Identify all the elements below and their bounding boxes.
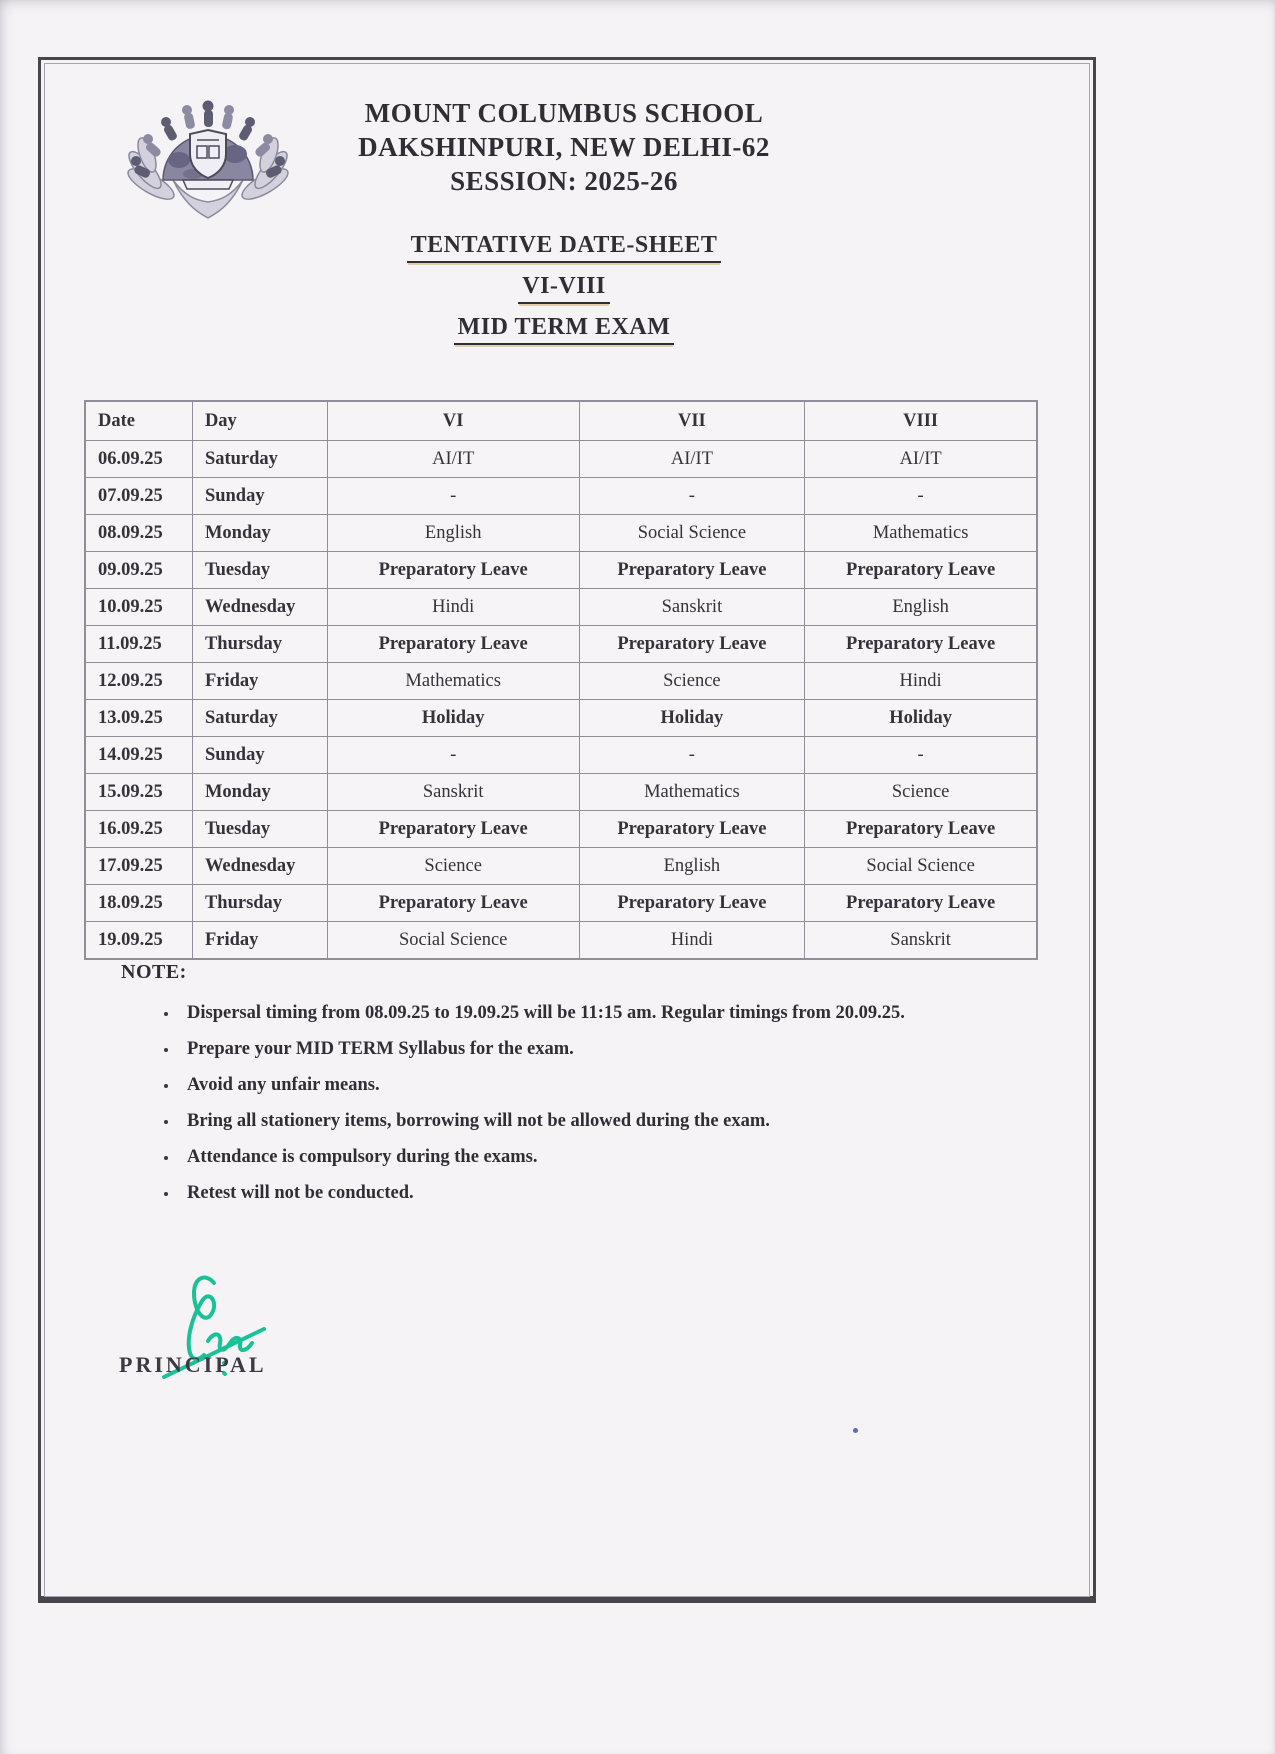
header-row (86, 402, 1037, 441)
class-viii-cell: - (805, 478, 1037, 515)
date-cell: 09.09.25 (86, 552, 193, 589)
table-row (86, 589, 1037, 626)
date-cell: 19.09.25 (86, 922, 193, 959)
class-vi-cell: - (327, 737, 579, 774)
date-cell: 06.09.25 (86, 441, 193, 478)
school-header (41, 96, 1087, 198)
day-cell: Saturday (192, 441, 327, 478)
day-cell: Wednesday (192, 589, 327, 626)
class-vi-cell: Mathematics (327, 663, 579, 700)
date-cell: 14.09.25 (86, 737, 193, 774)
day-cell: Sunday (192, 737, 327, 774)
table-row (86, 441, 1037, 478)
table-row (86, 700, 1037, 737)
date-cell: 11.09.25 (86, 626, 193, 663)
note-item: • Dispersal timing from 08.09.25 to 19.09.25 will be 11:15 am. Regular timings from 20.09.25. (179, 998, 1001, 1028)
class-viii-cell: Science (805, 774, 1037, 811)
table-row (86, 478, 1037, 515)
class-vi-cell: Preparatory Leave (327, 811, 579, 848)
day-cell: Thursday (192, 885, 327, 922)
column-header-viii: VIII (805, 402, 1037, 441)
class-vii-cell: Mathematics (579, 774, 805, 811)
class-vii-cell: Preparatory Leave (579, 811, 805, 848)
date-cell: 13.09.25 (86, 700, 193, 737)
class-vi-cell: - (327, 478, 579, 515)
note-heading: NOTE: (121, 961, 187, 983)
class-vii-cell: Preparatory Leave (579, 885, 805, 922)
class-vii-cell: - (579, 478, 805, 515)
date-cell: 08.09.25 (86, 515, 193, 552)
school-name: MOUNT COLUMBUS SCHOOL (364, 98, 764, 128)
note-list (121, 998, 1001, 1208)
date-cell: 16.09.25 (86, 811, 193, 848)
column-header-vii: VII (579, 402, 805, 441)
class-vii-cell: Preparatory Leave (579, 552, 805, 589)
date-cell: 18.09.25 (86, 885, 193, 922)
class-viii-cell: Preparatory Leave (805, 811, 1037, 848)
class-viii-cell: Preparatory Leave (805, 626, 1037, 663)
note-item: • Retest will not be conducted. (179, 1178, 1001, 1208)
date-cell: 10.09.25 (86, 589, 193, 626)
class-vi-cell: AI/IT (327, 441, 579, 478)
principal-label: PRINCIPAL (119, 1352, 267, 1377)
day-cell: Wednesday (192, 848, 327, 885)
class-vi-cell: Preparatory Leave (327, 552, 579, 589)
day-cell: Thursday (192, 626, 327, 663)
class-viii-cell: Social Science (805, 848, 1037, 885)
day-cell: Sunday (192, 478, 327, 515)
class-vii-cell: Social Science (579, 515, 805, 552)
column-header-day: Day (192, 402, 327, 441)
class-viii-cell: English (805, 589, 1037, 626)
date-cell: 17.09.25 (86, 848, 193, 885)
class-vi-cell: English (327, 515, 579, 552)
table-row (86, 811, 1037, 848)
day-cell: Monday (192, 774, 327, 811)
datesheet-table (85, 401, 1037, 959)
note-item: • Prepare your MID TERM Syllabus for the exam. (179, 1034, 1001, 1064)
table-row (86, 552, 1037, 589)
table-row (86, 663, 1037, 700)
class-viii-cell: AI/IT (805, 441, 1037, 478)
date-cell: 15.09.25 (86, 774, 193, 811)
note-item: • Attendance is compulsory during the exams. (179, 1142, 1001, 1172)
title-datesheet: TENTATIVE DATE-SHEET (407, 232, 722, 263)
class-vii-cell: Hindi (579, 922, 805, 959)
class-vi-cell: Holiday (327, 700, 579, 737)
note-item: • Bring all stationery items, borrowing will not be allowed during the exam. (179, 1106, 1001, 1136)
class-vi-cell: Science (327, 848, 579, 885)
table-row (86, 885, 1037, 922)
title-classes: VI-VIII (518, 273, 610, 304)
datesheet-rows (86, 441, 1037, 959)
class-vii-cell: English (579, 848, 805, 885)
day-cell: Friday (192, 663, 327, 700)
class-vii-cell: Science (579, 663, 805, 700)
school-session: SESSION: 2025-26 (450, 166, 678, 196)
table-row (86, 922, 1037, 959)
day-cell: Tuesday (192, 811, 327, 848)
class-viii-cell: Holiday (805, 700, 1037, 737)
document-titles (41, 232, 1087, 355)
date-cell: 07.09.25 (86, 478, 193, 515)
class-vi-cell: Sanskrit (327, 774, 579, 811)
day-cell: Monday (192, 515, 327, 552)
class-viii-cell: Sanskrit (805, 922, 1037, 959)
title-exam: MID TERM EXAM (454, 314, 675, 345)
note-item: • Avoid any unfair means. (179, 1070, 1001, 1100)
day-cell: Saturday (192, 700, 327, 737)
column-header-vi: VI (327, 402, 579, 441)
class-vii-cell: AI/IT (579, 441, 805, 478)
class-viii-cell: Hindi (805, 663, 1037, 700)
class-vi-cell: Hindi (327, 589, 579, 626)
scan-speck (853, 1428, 858, 1433)
class-vii-cell: Sanskrit (579, 589, 805, 626)
note-section (121, 961, 1001, 1214)
class-vi-cell: Preparatory Leave (327, 626, 579, 663)
class-viii-cell: - (805, 737, 1037, 774)
day-cell: Tuesday (192, 552, 327, 589)
table-row (86, 515, 1037, 552)
class-vii-cell: Holiday (579, 700, 805, 737)
page-border-frame (38, 57, 1096, 1603)
class-vi-cell: Preparatory Leave (327, 885, 579, 922)
date-cell: 12.09.25 (86, 663, 193, 700)
table-row (86, 774, 1037, 811)
class-viii-cell: Preparatory Leave (805, 885, 1037, 922)
column-header-date: Date (86, 402, 193, 441)
class-vi-cell: Social Science (327, 922, 579, 959)
school-address: DAKSHINPURI, NEW DELHI-62 (358, 132, 770, 162)
table-row (86, 848, 1037, 885)
class-vii-cell: Preparatory Leave (579, 626, 805, 663)
table-row (86, 737, 1037, 774)
class-viii-cell: Preparatory Leave (805, 552, 1037, 589)
class-viii-cell: Mathematics (805, 515, 1037, 552)
table-row (86, 626, 1037, 663)
day-cell: Friday (192, 922, 327, 959)
class-vii-cell: - (579, 737, 805, 774)
